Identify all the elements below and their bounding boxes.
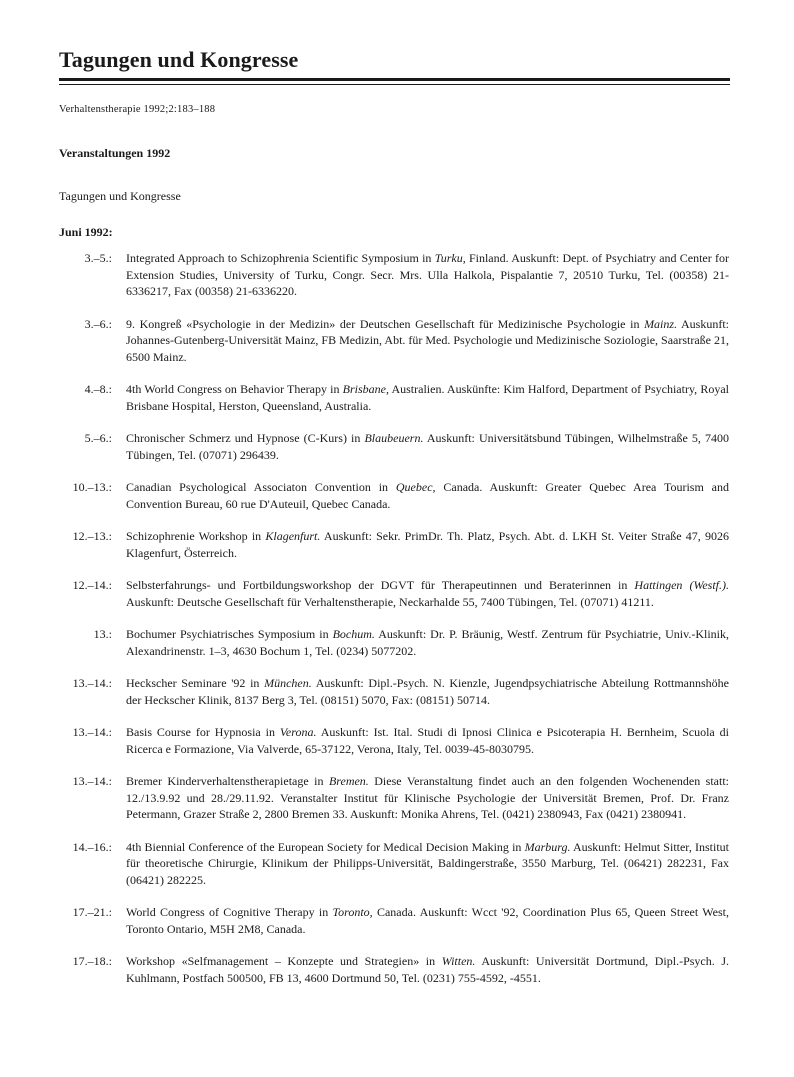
event-description: Chronischer Schmerz und Hypnose (C-Kurs) in Blaubeuern. Auskunft: Universitätsbund Tübingen, Wilhelmstraße 5, 7400 Tübingen, Tel. (07071) 296439. <box>126 431 729 462</box>
event-location: Hattingen (Westf.). <box>634 578 729 592</box>
event-date: 12.–13.: <box>72 529 112 543</box>
event-entry <box>0 626 794 659</box>
event-location: Mainz. <box>644 316 678 331</box>
event-description: Schizophrenie Workshop in Klagenfurt. Auskunft: Sekr. PrimDr. Th. Platz, Psych. Abt. d. LKH St. Veiter Straße 47, 9026 Klagenfurt, Österreich. <box>126 529 729 560</box>
event-entry <box>0 250 794 300</box>
journal-citation: Verhaltenstherapie 1992;2:183–188 <box>59 104 216 115</box>
event-entry <box>0 316 794 366</box>
event-entry <box>0 577 794 610</box>
event-description: Basis Course for Hypnosia in Verona. Auskunft: Ist. Ital. Studi di Ipnosi Clinica e Psicoterapia H. Bernheim, Scuola di Ricerca e Formazione, Via Valverde, 65-37122, Verona, Italy, Tel. 0039-45-8030795. <box>126 725 729 756</box>
event-date: 13.–14.: <box>72 676 112 690</box>
month-heading: Juni 1992: <box>59 225 113 239</box>
event-date: 14.–16.: <box>72 839 112 854</box>
event-entry <box>0 675 794 708</box>
event-location: Klagenfurt. <box>265 529 321 543</box>
event-description: World Congress of Cognitive Therapy in Toronto, Canada. Auskunft: Wcct '92, Coordination Plus 65, Queen Street West, Toronto Ontario, M5H 2M8, Canada. <box>126 905 729 936</box>
event-description: 9. Kongreß «Psychologie in der Medizin» der Deutschen Gesellschaft für Medizinische Psychologie in Mainz. Auskunft: Johannes-Gutenberg-Universität Mainz, FB Medizin, Abt. für Med. Psychologie und Medizinische Soziologie, Saarstraße 21, 6500 Mainz. <box>126 316 730 364</box>
event-location: Toronto, <box>332 905 373 919</box>
event-location: Quebec, <box>395 480 436 494</box>
event-description: Heckscher Seminare '92 in München. Auskunft: Dipl.-Psych. N. Kienzle, Jugendpsychiatrische Abteilung Rottmannshöhe der Heckscher Klinik, 8137 Berg 3, Tel. (08151) 5070, Fax: (08151) 50714. <box>126 676 729 707</box>
event-entry <box>0 773 794 823</box>
event-date: 13.–14.: <box>72 774 112 788</box>
event-date: 10.–13.: <box>72 480 112 494</box>
event-location: Verona. <box>279 725 317 739</box>
event-list <box>0 250 794 1002</box>
event-entry <box>0 953 794 986</box>
event-date: 3.–6.: <box>84 316 112 331</box>
event-description: 4th Biennial Conference of the European Society for Medical Decision Making in Marburg. Auskunft: Helmut Sitter, Institut für theoretische Chirurgie, Klinikum der Philipps-Universität, Baldingerstraße, 3550 Marburg, Tel. (06421) 282231, Fax (06421) 282225. <box>126 839 729 887</box>
header-rule-thin <box>59 84 730 85</box>
event-date: 17.–21.: <box>72 905 112 919</box>
event-description: 4th World Congress on Behavior Therapy in Brisbane, Australien. Auskünfte: Kim Halford, Department of Psychiatry, Royal Brisbane Hospital, Herston, Queensland, Australia. <box>126 382 730 413</box>
event-location: Brisbane, <box>342 382 389 396</box>
event-entry <box>0 904 794 937</box>
event-location: Bochum. <box>332 627 375 641</box>
event-entry <box>0 430 794 463</box>
event-entry <box>0 528 794 561</box>
event-description: Integrated Approach to Schizophrenia Scientific Symposium in Turku, Finland. Auskunft: Dept. of Psychiatry and Center for Extension Studies, University of Turku, Congr. Secr. Mrs. Ulla Halkola, Pispalantie 7, 20510 Turku, Tel. (00358) 21-6336217, Fax (00358) 21-6336220. <box>126 251 729 298</box>
event-location: München. <box>264 676 312 690</box>
event-date: 13.–14.: <box>72 725 112 739</box>
event-entry <box>0 381 794 414</box>
event-description: Selbsterfahrungs- und Fortbildungsworkshop der DGVT für Therapeutinnen und Beraterinnen in Hattingen (Westf.). Auskunft: Deutsche Gesellschaft für Verhaltenstherapie, Neckarhalde 55, 7400 Tübingen, Tel. (07071) 41211. <box>126 578 729 609</box>
event-description: Bremer Kinderverhaltenstherapietage in Bremen. Diese Veranstaltung findet auch an den folgenden Wochenenden statt: 12./13.9.92 und 28./29.11.92. Veranstalter Institut für Klinische Psychologie der Universität Bremen, Prof. Dr. Franz Petermann, Grazer Straße 2, 2800 Bremen 33. Auskunft: Monika Ahrens, Tel. (0421) 2380943, Fax (0421) 2380941. <box>126 774 729 821</box>
event-date: 4.–8.: <box>84 382 112 396</box>
event-location: Witten. <box>441 954 476 968</box>
event-entry <box>0 479 794 512</box>
events-heading: Veranstaltungen 1992 <box>59 146 171 160</box>
event-location: Turku, <box>434 251 466 265</box>
event-description: Workshop «Selfmanagement – Konzepte und Strategien» in Witten. Auskunft: Universität Dortmund, Dipl.-Psych. J. Kuhlmann, Postfach 500500, FB 13, 4600 Dortmund 50, Tel. (0231) 755-4592, -4551. <box>126 954 729 985</box>
event-location: Marburg. <box>524 839 571 854</box>
event-date: 5.–6.: <box>84 431 112 445</box>
event-entry <box>0 724 794 757</box>
event-location: Blaubeuern. <box>364 431 424 445</box>
event-description: Canadian Psychological Associaton Convention in Quebec, Canada. Auskunft: Greater Quebec Area Tourism and Convention Bureau, 60 rue D'Auteuil, Quebec Canada. <box>126 480 729 511</box>
event-date: 13.: <box>93 627 112 641</box>
category-heading: Tagungen und Kongresse <box>59 189 181 203</box>
event-date: 12.–14.: <box>72 578 112 592</box>
event-location: Bremen. <box>328 774 369 788</box>
header-rule-thick <box>59 78 730 81</box>
event-entry <box>0 839 794 889</box>
event-date: 3.–5.: <box>84 251 112 265</box>
event-description: Bochumer Psychiatrisches Symposium in Bochum. Auskunft: Dr. P. Bräunig, Westf. Zentrum für Psychiatrie, Univ.-Klinik, Alexandrinenstr. 1–3, 4630 Bochum 1, Tel. (0234) 5077202. <box>126 627 729 658</box>
event-date: 17.–18.: <box>72 954 112 968</box>
section-title: Tagungen und Kongresse <box>59 47 299 72</box>
